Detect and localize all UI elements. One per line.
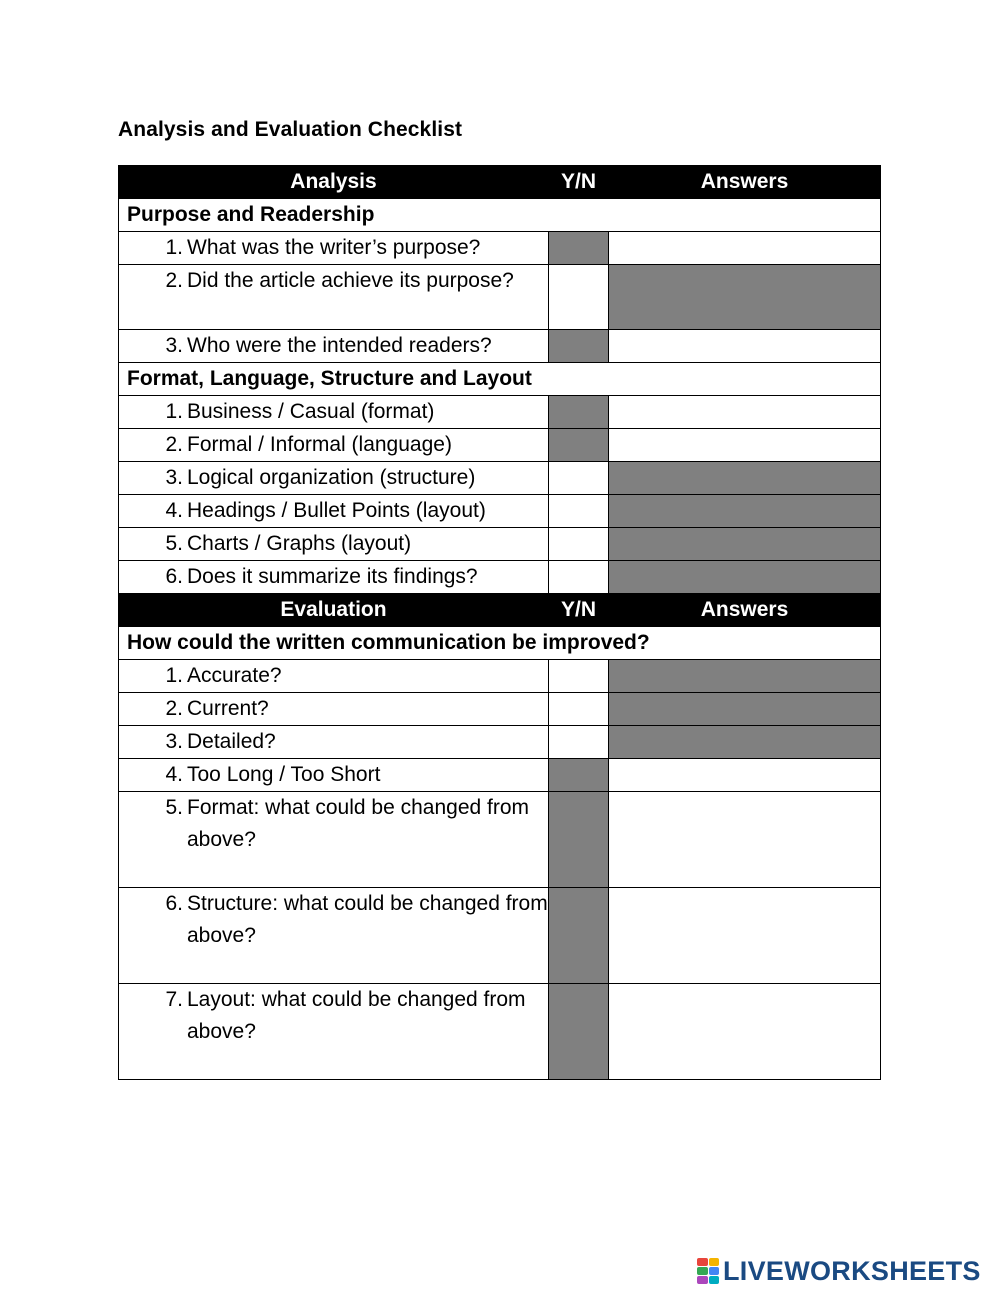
table-row	[119, 984, 881, 1080]
table-row	[119, 429, 881, 462]
brand-name: LIVEWORKSHEETS	[723, 1255, 981, 1286]
question-text: Current?	[187, 697, 269, 720]
section-heading: Purpose and Readership	[119, 199, 881, 232]
question-cell	[119, 330, 549, 363]
item-number: 2.	[165, 697, 183, 720]
table-row	[119, 462, 881, 495]
table-row	[119, 888, 881, 984]
liveworksheets-logo	[697, 1255, 981, 1287]
table-row	[119, 792, 881, 888]
item-number: 6.	[165, 892, 183, 915]
item-number: 1.	[165, 664, 183, 687]
question-text: What was the writer’s purpose?	[187, 236, 481, 259]
checklist-table	[118, 165, 881, 1080]
question-cell	[119, 984, 549, 1080]
question-cell	[119, 462, 549, 495]
answer-cell-shaded	[609, 726, 881, 759]
table-row	[119, 265, 881, 330]
logo-block	[709, 1267, 720, 1275]
section-row-improvement	[119, 627, 881, 660]
question-text: Did the article achieve its purpose?	[187, 269, 514, 292]
yn-cell-shaded	[549, 888, 609, 984]
question-cell	[119, 759, 549, 792]
yn-cell-shaded	[549, 232, 609, 265]
question-cell	[119, 660, 549, 693]
analysis-header-yn: Y/N	[549, 166, 609, 199]
question-text: Too Long / Too Short	[187, 763, 381, 786]
item-number: 3.	[165, 466, 183, 489]
logo-block	[709, 1276, 720, 1284]
answer-cell-shaded	[609, 561, 881, 594]
question-cell	[119, 792, 549, 888]
answer-cell-shaded	[609, 462, 881, 495]
table-row	[119, 396, 881, 429]
section-heading: Format, Language, Structure and Layout	[119, 363, 881, 396]
question-cell	[119, 429, 549, 462]
table-row	[119, 528, 881, 561]
item-number: 2.	[165, 433, 183, 456]
section-heading: How could the written communication be improved?	[119, 627, 881, 660]
answer-input-cell[interactable]	[609, 792, 881, 888]
item-number: 6.	[165, 565, 183, 588]
yn-input-cell[interactable]	[549, 561, 609, 594]
answer-input-cell[interactable]	[609, 330, 881, 363]
table-row	[119, 330, 881, 363]
yn-cell-shaded	[549, 984, 609, 1080]
answer-cell-shaded	[609, 265, 881, 330]
question-text: Business / Casual (format)	[187, 400, 435, 423]
evaluation-header-row	[119, 594, 881, 627]
question-cell	[119, 693, 549, 726]
liveworksheets-blocks-icon	[697, 1258, 719, 1284]
item-number: 5.	[165, 796, 183, 819]
yn-input-cell[interactable]	[549, 265, 609, 330]
table-row	[119, 561, 881, 594]
answer-cell-shaded	[609, 693, 881, 726]
item-number: 1.	[165, 236, 183, 259]
yn-cell-shaded	[549, 396, 609, 429]
question-cell	[119, 396, 549, 429]
yn-cell-shaded	[549, 792, 609, 888]
table-row	[119, 726, 881, 759]
evaluation-header-answers: Answers	[609, 594, 881, 627]
answer-cell-shaded	[609, 495, 881, 528]
answer-input-cell[interactable]	[609, 984, 881, 1080]
evaluation-header-criteria: Evaluation	[119, 594, 549, 627]
question-text: Who were the intended readers?	[187, 334, 492, 357]
yn-input-cell[interactable]	[549, 462, 609, 495]
question-cell	[119, 726, 549, 759]
table-row	[119, 759, 881, 792]
answer-input-cell[interactable]	[609, 396, 881, 429]
question-text: Format: what could be changed from above?	[187, 796, 530, 851]
section-row-format	[119, 363, 881, 396]
answer-cell-shaded	[609, 528, 881, 561]
table-row	[119, 232, 881, 265]
question-text: Accurate?	[187, 664, 282, 687]
yn-input-cell[interactable]	[549, 693, 609, 726]
yn-cell-shaded	[549, 759, 609, 792]
yn-input-cell[interactable]	[549, 726, 609, 759]
yn-input-cell[interactable]	[549, 660, 609, 693]
logo-block	[697, 1276, 708, 1284]
item-number: 5.	[165, 532, 183, 555]
item-number: 2.	[165, 269, 183, 292]
question-text: Detailed?	[187, 730, 276, 753]
question-cell	[119, 495, 549, 528]
table-row	[119, 693, 881, 726]
logo-block	[709, 1258, 720, 1266]
yn-input-cell[interactable]	[549, 528, 609, 561]
yn-input-cell[interactable]	[549, 495, 609, 528]
question-text: Layout: what could be changed from above?	[187, 988, 526, 1043]
item-number: 4.	[165, 763, 183, 786]
yn-cell-shaded	[549, 330, 609, 363]
answer-input-cell[interactable]	[609, 429, 881, 462]
question-text: Headings / Bullet Points (layout)	[187, 499, 486, 522]
yn-cell-shaded	[549, 429, 609, 462]
question-text: Logical organization (structure)	[187, 466, 476, 489]
section-row-purpose	[119, 199, 881, 232]
answer-input-cell[interactable]	[609, 888, 881, 984]
question-cell	[119, 888, 549, 984]
question-cell	[119, 561, 549, 594]
answer-input-cell[interactable]	[609, 759, 881, 792]
analysis-header-answers: Answers	[609, 166, 881, 199]
question-text: Does it summarize its findings?	[187, 565, 478, 588]
page-title: Analysis and Evaluation Checklist	[118, 118, 463, 141]
question-text: Charts / Graphs (layout)	[187, 532, 412, 555]
evaluation-header-yn: Y/N	[549, 594, 609, 627]
analysis-header-row	[119, 166, 881, 199]
question-text: Formal / Informal (language)	[187, 433, 452, 456]
item-number: 7.	[165, 988, 183, 1011]
question-cell	[119, 232, 549, 265]
question-cell	[119, 528, 549, 561]
logo-block	[697, 1258, 708, 1266]
answer-input-cell[interactable]	[609, 232, 881, 265]
table-row	[119, 495, 881, 528]
question-cell	[119, 265, 549, 330]
logo-block	[697, 1267, 708, 1275]
item-number: 3.	[165, 730, 183, 753]
analysis-header-criteria: Analysis	[119, 166, 549, 199]
answer-cell-shaded	[609, 660, 881, 693]
item-number: 1.	[165, 400, 183, 423]
item-number: 3.	[165, 334, 183, 357]
item-number: 4.	[165, 499, 183, 522]
question-text: Structure: what could be changed from above?	[187, 892, 548, 947]
table-row	[119, 660, 881, 693]
